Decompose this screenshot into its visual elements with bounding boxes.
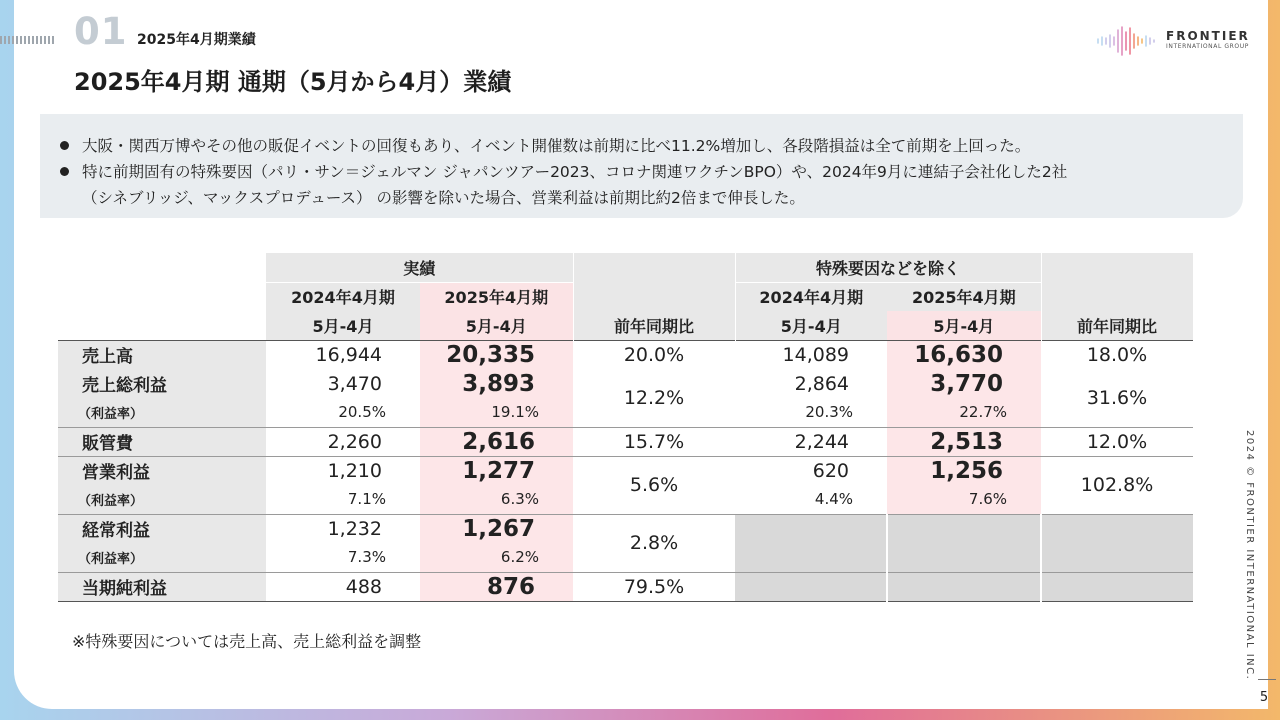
table-cell: 販管費 xyxy=(58,427,266,456)
months-prev-adjusted: 5月-4月 xyxy=(735,311,887,340)
empty-cell xyxy=(735,514,887,543)
table-cell: 6.3% xyxy=(420,485,573,514)
table-cell: 16,630 xyxy=(887,340,1041,369)
table-cell: 20.3% xyxy=(805,403,854,422)
summary-bullet-1: 大阪・関西万博やその他の販促イベントの回復もあり、イベント開催数は前期に比べ11.2%増加し、各段階損益は全て前期を上回った。 xyxy=(60,133,1223,159)
months-prev-actual: 5月-4月 xyxy=(266,311,420,340)
section-number: 01 xyxy=(74,10,128,53)
period-prev-adjusted: 2024年4月期 xyxy=(735,282,887,311)
table-cell: 14,089 xyxy=(735,340,887,369)
table-cell: 1,256 xyxy=(887,456,1041,485)
logo-main: FRONTIER xyxy=(1166,29,1250,43)
table-cell: 1,232 xyxy=(266,514,420,543)
table-cell: 79.5% xyxy=(573,572,735,601)
months-curr-adjusted: 5月-4月 xyxy=(887,311,1041,340)
table-cell: 6.2% xyxy=(420,543,573,572)
table-cell: 12.0% xyxy=(1041,427,1193,456)
period-curr-actual: 2025年4月期 xyxy=(420,282,573,311)
table-cell: 18.0% xyxy=(1041,340,1193,369)
logo-sub: INTERNATIONAL GROUP xyxy=(1166,43,1249,50)
empty-cell xyxy=(1041,514,1193,543)
bullet-icon xyxy=(60,167,69,176)
table-cell: （利益率） xyxy=(58,398,266,427)
table-cell: 2,260 xyxy=(266,427,420,456)
table-cell: 22.7% xyxy=(887,398,1041,427)
group-header-adjusted: 特殊要因などを除く xyxy=(735,253,1041,282)
footnote: ※特殊要因については売上高、売上総利益を調整 xyxy=(72,632,422,651)
table-cell: 102.8% xyxy=(1041,456,1193,514)
table-cell: 売上高 xyxy=(58,340,266,369)
table-cell: 12.2% xyxy=(623,386,685,409)
table-cell: 7.6% xyxy=(887,485,1041,514)
empty-cell xyxy=(735,543,887,572)
table-cell: 7.3% xyxy=(347,548,386,567)
table-row xyxy=(58,572,1193,601)
table-cell: 2,616 xyxy=(420,427,573,456)
table-cell: 20,335 xyxy=(420,340,573,369)
table-cell: 2.8% xyxy=(573,514,735,572)
table-cell: 20.0% xyxy=(573,340,735,369)
table-cell: 3,893 xyxy=(420,369,573,398)
empty-cell xyxy=(1041,543,1193,572)
table-row xyxy=(58,427,1193,456)
results-table xyxy=(58,253,1194,602)
table-cell: 620 xyxy=(735,456,887,485)
page-number: 5 xyxy=(1259,690,1269,705)
empty-cell xyxy=(1041,572,1193,601)
decorative-ticks xyxy=(0,36,54,44)
period-prev-actual: 2024年4月期 xyxy=(266,282,420,311)
table-cell: 2,864 xyxy=(794,372,850,395)
bullet-icon xyxy=(60,141,69,150)
table-cell: 7.1% xyxy=(347,490,386,509)
summary-bullet-2: 特に前期固有の特殊要因（パリ・サン＝ジェルマン ジャパンツアー2023、コロナ関連ワクチンBPO）や、2024年9月に連結子会社化した2社 xyxy=(60,159,1223,185)
table-cell: 3,770 xyxy=(887,369,1041,398)
table-cell: （利益率） xyxy=(58,543,266,572)
yoy-header-actual: 前年同期比 xyxy=(573,253,735,340)
table-cell: 16,944 xyxy=(266,340,420,369)
summary-box xyxy=(40,114,1243,218)
table-row xyxy=(58,369,1193,398)
period-curr-adjusted: 2025年4月期 xyxy=(887,282,1041,311)
copyright: 2024 © FRONTIER INTERNATIONAL INC. xyxy=(1244,430,1255,681)
table-cell: 3,470 xyxy=(327,372,382,395)
table-cell: 1,267 xyxy=(420,514,573,543)
table-cell: 当期純利益 xyxy=(58,572,266,601)
section-label: 2025年4月期業績 xyxy=(137,32,256,48)
summary-bullet-2-cont: （シネブリッジ、マックスプロデュース） の影響を除いた場合、営業利益は前期比約2倍まで伸長した。 xyxy=(82,189,805,207)
table-cell: 1,277 xyxy=(420,456,573,485)
table-cell: 1,210 xyxy=(266,456,420,485)
divider xyxy=(1258,679,1276,680)
group-header-actual: 実績 xyxy=(266,253,573,282)
yoy-header-adjusted: 前年同期比 xyxy=(1041,253,1193,340)
table-row xyxy=(58,514,1193,543)
table-cell: 売上総利益 xyxy=(58,369,266,398)
table-cell: 488 xyxy=(266,572,420,601)
table-row xyxy=(58,456,1193,485)
table-cell: 19.1% xyxy=(420,398,573,427)
table-cell: 15.7% xyxy=(573,427,735,456)
empty-cell xyxy=(887,543,1041,572)
table-cell: 営業利益 xyxy=(58,456,266,485)
table-cell: （利益率） xyxy=(58,485,266,514)
empty-cell xyxy=(887,514,1041,543)
table-cell: 5.6% xyxy=(573,456,735,514)
table-cell: 経常利益 xyxy=(58,514,266,543)
page-title: 2025年4月期 通期（5月から4月）業績 xyxy=(74,68,512,96)
table-cell: 31.6% xyxy=(1086,386,1148,409)
table-cell: 876 xyxy=(420,572,573,601)
table-cell: 20.5% xyxy=(338,403,386,422)
empty-cell xyxy=(887,572,1041,601)
table-cell: 4.4% xyxy=(814,490,854,509)
table-cell: 2,244 xyxy=(735,427,887,456)
logo-text xyxy=(1166,30,1250,50)
table-row xyxy=(58,340,1193,369)
months-curr-actual: 5月-4月 xyxy=(420,311,573,340)
empty-cell xyxy=(735,572,887,601)
table-cell: 2,513 xyxy=(887,427,1041,456)
